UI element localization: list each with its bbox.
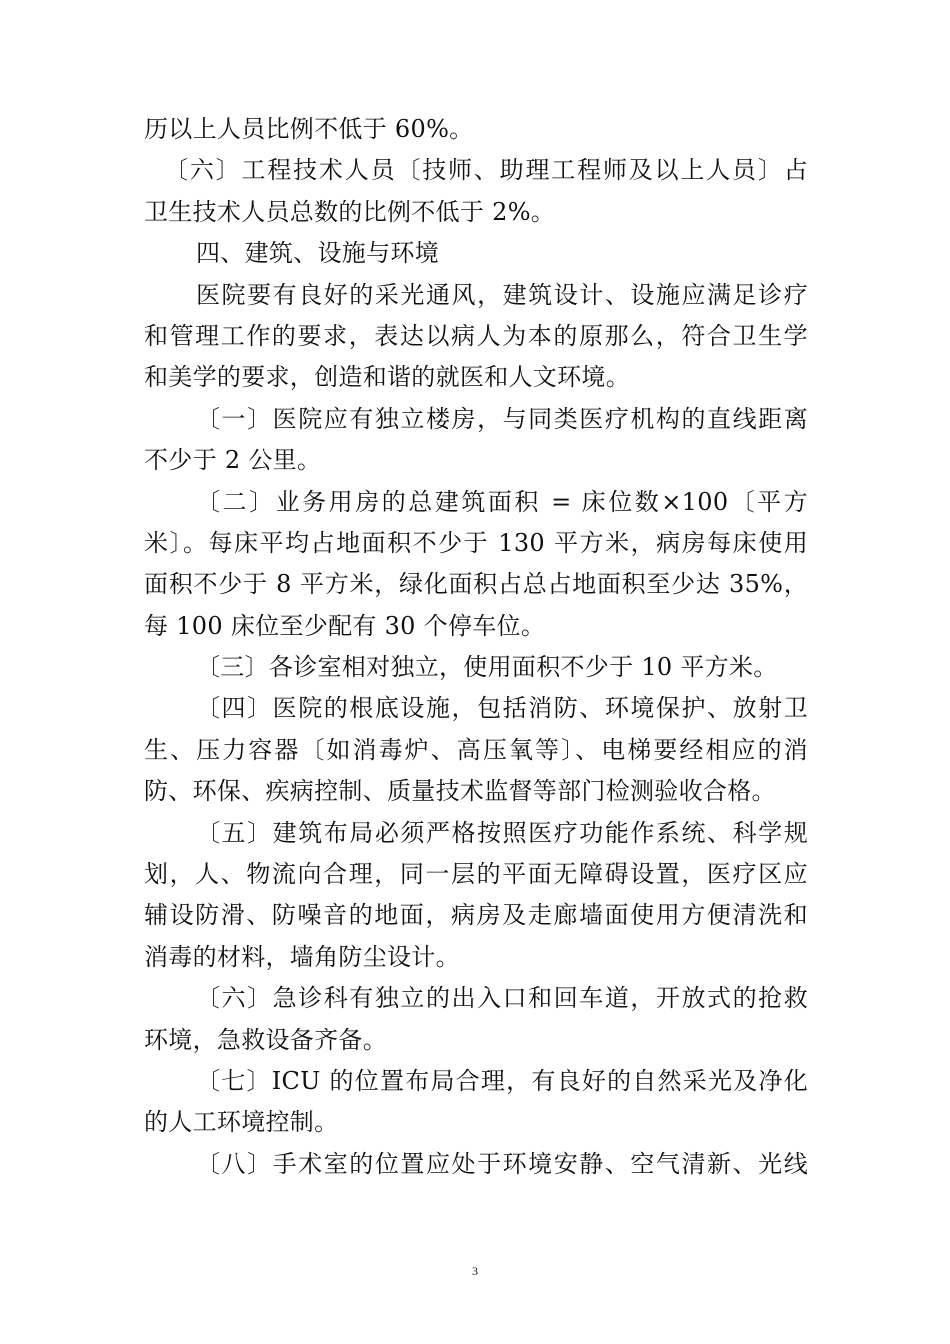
- text-line: 和美学的要求，创造和谐的就医和人文环境。: [144, 363, 630, 392]
- text-line: 辅设防滑、防噪音的地面，病房及走廊墙面使用方便清洗和: [144, 901, 808, 930]
- text-line: 〔三〕各诊室相对独立，使用面积不少于 10 平方米。: [196, 653, 778, 682]
- text-line: 防、环保、疾病控制、质量技术监督等部门检测验收合格。: [144, 777, 776, 806]
- text-line: 〔二〕业务用房的总建筑面积 = 床位数×100〔平方: [196, 487, 808, 516]
- text-line: 的人工环境控制。: [144, 1108, 339, 1137]
- text-line: 〔五〕建筑布局必须严格按照医疗功能作系统、科学规: [196, 818, 808, 847]
- text-line: 〔八〕手术室的位置应处于环境安静、空气清新、光线: [196, 1149, 808, 1178]
- text-line: 医院要有良好的采光通风，建筑设计、设施应满足诊疗: [196, 280, 808, 309]
- text-line: 划，人、物流向合理，同一层的平面无障碍设置，医疗区应: [144, 860, 808, 889]
- text-line: 米〕。每床平均占地面积不少于 130 平方米，病房每床使用: [144, 528, 808, 557]
- document-body: [144, 109, 808, 1185]
- page-number: 3: [472, 1264, 478, 1278]
- text-line: 每 100 床位至少配有 30 个停车位。: [144, 611, 546, 640]
- text-line: 〔七〕ICU 的位置布局合理，有良好的自然采光及净化: [196, 1066, 808, 1095]
- text-line: 环境，急救设备齐备。: [144, 1025, 387, 1054]
- text-line: 历以上人员比例不低于 60%。: [144, 115, 474, 143]
- text-line: 面积不少于 8 平方米，绿化面积占总占地面积至少达 35%，: [144, 570, 808, 599]
- text-line: 〔一〕医院应有独立楼房，与同类医疗机构的直线距离: [196, 404, 808, 433]
- text-line: 卫生技术人员总数的比例不低于 2%。: [144, 197, 556, 226]
- text-line: 消毒的材料，墙角防尘设计。: [144, 942, 460, 971]
- section-heading: 四、建筑、设施与环境: [196, 239, 439, 268]
- text-line: 不少于 2 公里。: [144, 446, 322, 475]
- text-line: 〔六〕工程技术人员〔技师、助理工程师及以上人员〕占: [164, 156, 808, 185]
- text-line: 〔六〕急诊科有独立的出入口和回车道，开放式的抢救: [196, 984, 808, 1013]
- text-line: 〔四〕医院的根底设施，包括消防、环境保护、放射卫: [196, 694, 808, 723]
- text-line: 生、压力容器〔如消毒炉、高压氧等〕、电梯要经相应的消: [144, 735, 808, 764]
- text-line: 和管理工作的要求，表达以病人为本的原那么，符合卫生学: [144, 321, 808, 350]
